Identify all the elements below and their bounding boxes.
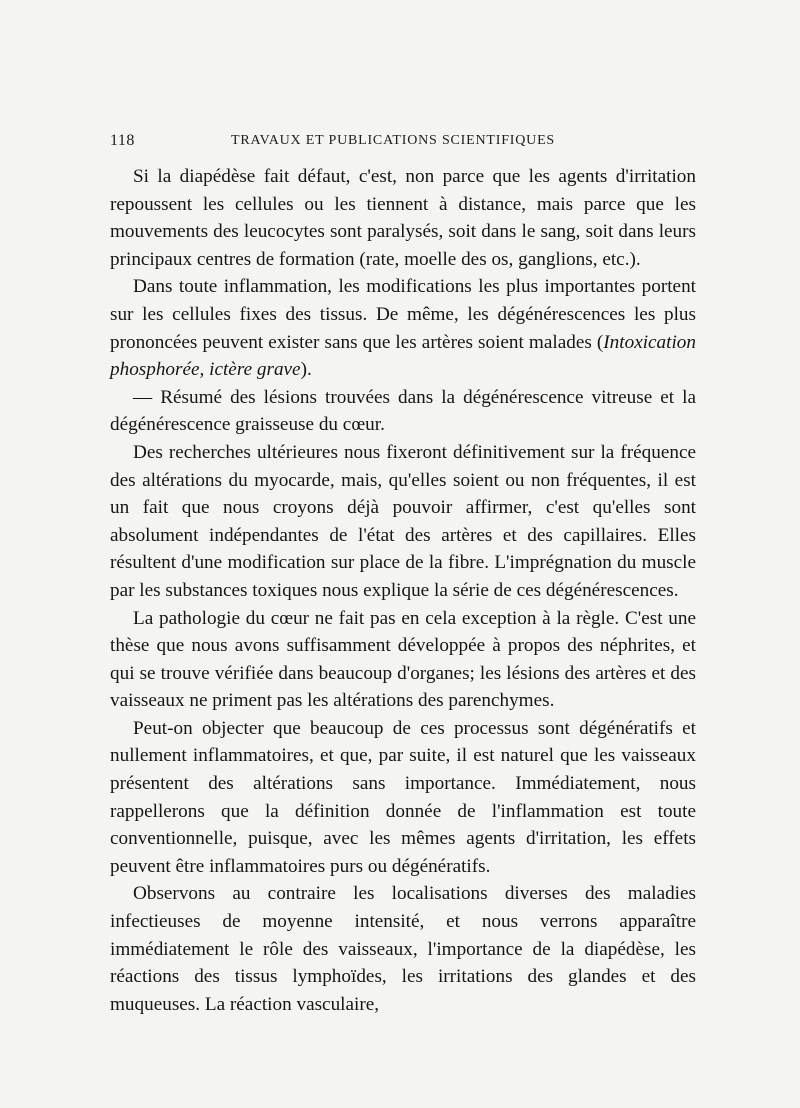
running-title: TRAVAUX ET PUBLICATIONS SCIENTIFIQUES [231,133,556,148]
paragraph-2 [110,273,696,383]
paragraph-7-text: Observons au contraire les localisations diverses des maladies infectieuses de moyenne intensité, et nous verrons apparaître immédiatement le rôle des vaisseaux, l'importance de la diapédèse, les réactions des tissus lymphoïdes, les irritations des glandes et des muqueuses. La réaction vasculaire, [110,883,696,1015]
paragraph-3 [110,384,696,439]
paragraph-4 [110,439,696,605]
paragraph-5 [110,605,696,715]
paragraph-1-text: Si la diapédèse fait défaut, c'est, non parce que les agents d'irritation repoussent les cellules ou les tiennent à distance, mais parce que les mouvements des leucocytes sont paralysés, soit dans le sang, soit dans leurs principaux centres de formation (rate, moelle des os, ganglions, etc.). [110,166,696,270]
paragraph-7 [110,880,696,1018]
paragraph-4-text: Des recherches ultérieures nous fixeront définitivement sur la fréquence des altérations du myocarde, mais, qu'elles soient ou non fréquentes, il est un fait que nous croyons déjà pouvoir affirmer, c'est qu'elles sont absolument indépendantes de l'état des artères et des capillaires. Elles résultent d'une modification sur place de la fibre. L'imprégnation du muscle par les substances toxiques nous explique la série de ces dégénérescences. [110,441,696,601]
paragraph-5-text: La pathologie du cœur ne fait pas en cela exception à la règle. C'est une thèse que nous avons suffisamment développée à propos des néphrites, et qui se trouve vérifiée dans beaucoup d'organes; les lésions des artères et des vaisseaux ne priment pas les altérations des parenchymes. [110,607,696,712]
page-header [110,132,694,156]
paragraph-2-text-after: ). [300,359,312,381]
paragraph-1 [110,163,696,273]
paragraph-2-italic: Intoxication phosphorée, ictère grave [110,331,696,381]
body-text [110,163,696,1018]
paragraph-2-text-before: Dans toute inflammation, les modifications les plus importantes portent sur les cellules fixes des tissus. De même, les dégénérescences les plus prononcées peuvent exister sans que les artères soient malades ( [110,276,696,353]
paragraph-3-text: — Résumé des lésions trouvées dans la dégénérescence vitreuse et la dégénérescence graisseuse du cœur. [110,386,696,436]
page-number: 118 [110,132,135,149]
paragraph-6 [110,715,696,881]
paragraph-6-text: Peut-on objecter que beaucoup de ces processus sont dégénératifs et nullement inflammatoires, et que, par suite, il est naturel que les vaisseaux présentent des altérations sans importance. Immédiatement, nous rappellerons que la définition donnée de l'inflammation est toute conventionnelle, puisque, avec les mêmes agents d'irritation, les effets peuvent être inflammatoires purs ou dégénératifs. [110,717,696,877]
